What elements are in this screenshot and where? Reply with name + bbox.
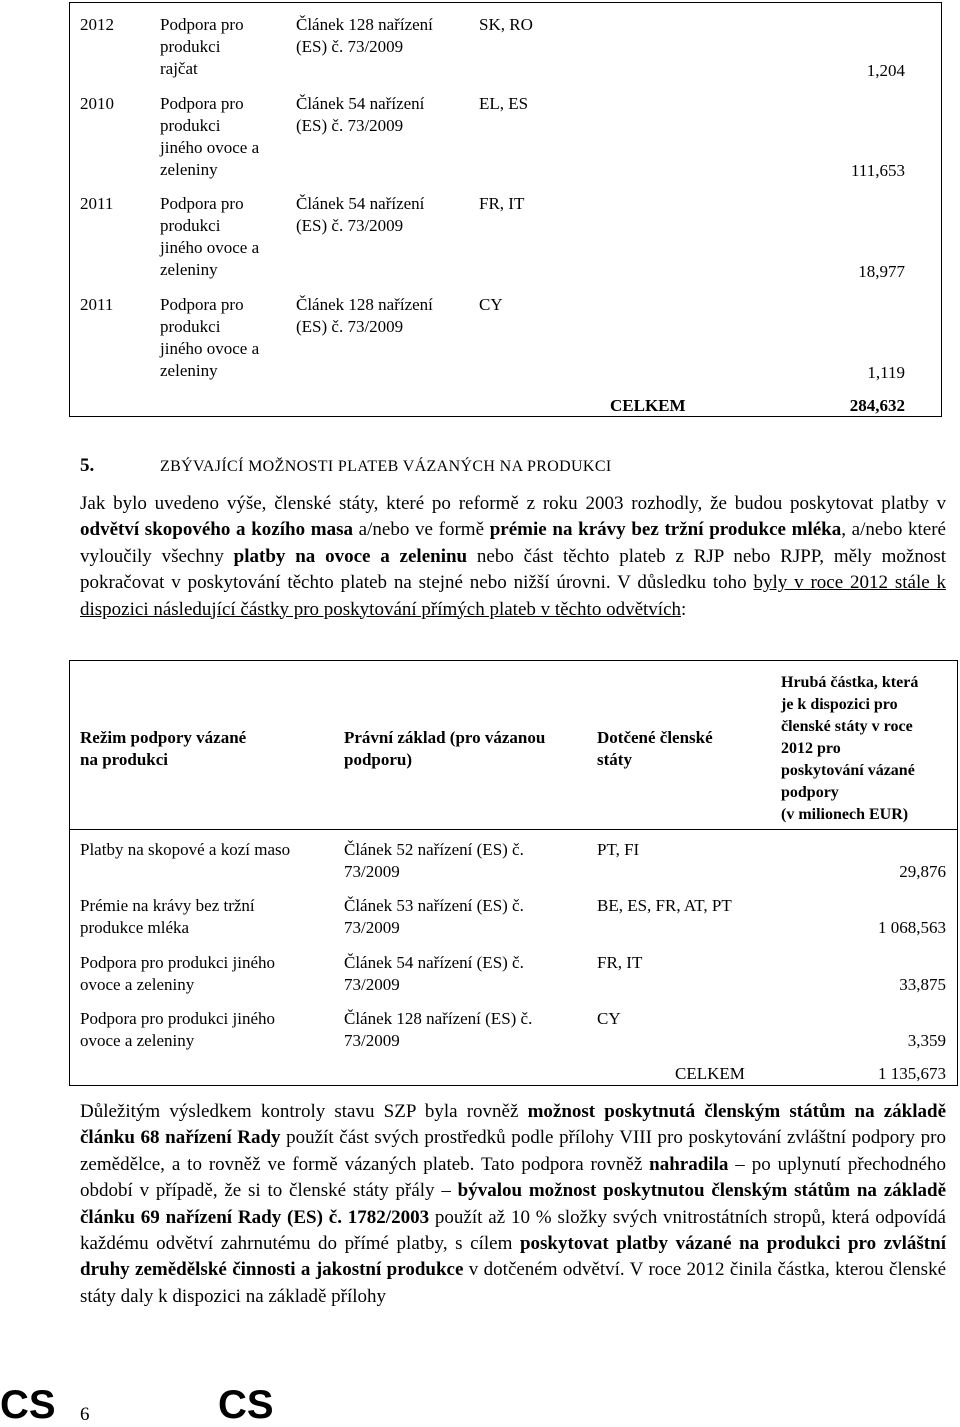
table2-legal-line: Článek 53 nařízení (ES) č. [344,896,524,915]
table2-legal-line: 73/2009 [344,975,400,994]
section-title: ZBÝVAJÍCÍ MOŽNOSTI PLATEB VÁZANÝCH NA PRODUKCI [160,458,612,475]
table1-states: FR, IT [479,194,525,213]
table1-scheme-line: Podpora pro [160,15,244,34]
table2-total-value: 1 135,673 [878,1064,946,1083]
table2-legal-line: Článek 54 nařízení (ES) č. [344,953,524,972]
para1-bold-3: platby na ovoce a zeleninu [233,545,468,567]
paragraph-1 [80,491,946,623]
para1-bold-2: prémie na krávy bez tržní produkce mléka [489,519,842,541]
table2-states: PT, FI [597,840,640,859]
table1-amount: 111,653 [851,161,905,180]
table1-amount: 1,119 [867,363,905,382]
table2-amount: 1 068,563 [878,918,946,937]
table2-legal-line: 73/2009 [344,1031,400,1050]
para1-text-1: Jak bylo uvedeno výše, členské státy, které po reformě z roku 2003 rozhodly, že budou poskytovat platby v [80,493,946,514]
table1-year: 2011 [80,194,114,213]
header-legal-line: podporu) [344,750,413,769]
table1-scheme-line: produkci [160,216,221,235]
para1-text-3: , a/nebo které vyloučily všechny [80,519,946,567]
table1-scheme-line: produkci [160,37,221,56]
table1-scheme-line: Podpora pro [160,194,244,213]
header-states-line: státy [597,750,632,769]
para1-text-4: nebo část těchto plateb z RJP nebo RJPP, měly možnost pokračovat v poskytování těchto plateb na stejné nebo nižší úrovni. V důsledku toho [80,545,947,594]
para1-bold-1: odvětví skopového a kozího masa [80,519,353,541]
header-amount-line: 2012 pro [781,740,841,757]
table1-amount: 1,204 [866,61,905,80]
table1-legal-line: Článek 128 nařízení [296,15,433,34]
para1-text-5: : [681,598,687,620]
table1-scheme-line: Podpora pro [160,295,244,314]
table1-amount: 18,977 [858,262,905,281]
table1-scheme-line: Podpora pro [160,94,244,113]
table1-scheme-line: jiného ovoce a [160,138,260,157]
para2-text-3: – po uplynutí přechodného období v případě, že si to členské státy přály – [80,1153,946,1202]
table1-scheme-line: zeleniny [160,260,218,279]
table2-header-legal [344,727,545,771]
header-amount-line: členské státy v roce [781,718,913,735]
table2-header-divider [69,829,958,830]
header-amount-line: Hrubá částka, která [781,674,919,691]
table2-scheme-line: Prémie na krávy bez tržní [80,896,255,915]
footer-language-code-left: CS [0,1383,56,1427]
table1-legal-line: (ES) č. 73/2009 [296,37,404,56]
table1-year: 2010 [80,94,114,113]
table1-scheme-line: zeleniny [160,361,218,380]
table1-scheme-line: produkci [160,317,221,336]
table1-year: 2011 [80,295,114,314]
table2-scheme-line: Platby na skopové a kozí maso [80,840,291,859]
table1-year: 2012 [80,15,114,34]
table2-legal-line: 73/2009 [344,918,400,937]
para1-text-2: a/nebo ve formě [352,519,490,541]
para2-bold-4: poskytovat platby vázané na produkci pro zvláštní druhy zemědělské činnosti a jakostní produkce [80,1233,946,1281]
table2-header-amount [781,672,918,826]
table2-scheme-line: ovoce a zeleniny [80,975,195,994]
table2-legal-line: 73/2009 [344,862,400,881]
table1-bottom-line [69,416,942,417]
para2-bold-2: nahradila [649,1153,729,1175]
table1-total-value: 284,632 [849,396,905,415]
table2-scheme-line: Podpora pro produkci jiného [80,953,275,972]
table1-legal-line: Článek 54 nařízení [296,94,425,113]
table2-scheme-line: ovoce a zeleniny [80,1031,195,1050]
header-scheme-line: na produkci [80,750,169,769]
table1-scheme-line: rajčat [160,59,198,78]
table1-total-label: CELKEM [610,396,686,415]
para2-bold-1: možnost poskytnutá členským státům na základě článku 68 nařízení Rady [80,1101,947,1149]
table2-scheme-line: produkce mléka [80,918,190,937]
table2-states: BE, ES, FR, AT, PT [597,896,732,915]
table2-legal-line: Článek 52 nařízení (ES) č. [344,840,524,859]
table1-legal-line: Článek 54 nařízení [296,194,425,213]
para2-text-1: Důležitým výsledkem kontroly stavu SZP byla rovněž [80,1101,528,1122]
paragraph-2 [80,1099,946,1310]
footer-page-number: 6 [80,1404,90,1425]
table1-legal-line: Článek 128 nařízení [296,295,433,314]
table1-legal-line: (ES) č. 73/2009 [296,116,404,135]
table2-amount: 29,876 [899,862,946,881]
table2-total-label: CELKEM [675,1064,745,1083]
table1-legal-line: (ES) č. 73/2009 [296,317,404,336]
section-number: 5. [80,455,95,476]
header-states-line: Dotčené členské [597,728,713,747]
table2-legal-line: Článek 128 nařízení (ES) č. [344,1009,533,1028]
table2-states: CY [597,1009,621,1028]
table1-states: CY [479,295,503,314]
table2-states: FR, IT [597,953,643,972]
table2-scheme-line: Podpora pro produkci jiného [80,1009,275,1028]
header-amount-line: poskytování vázané [781,762,915,779]
table2-header-states [597,727,713,771]
para2-bold-3: bývalou možnost poskytnutou členským státům na základě článku 69 nařízení Rady (ES) č. 1782/2003 [80,1180,946,1228]
table2-amount: 33,875 [899,975,946,994]
header-amount-line: (v milionech EUR) [781,806,909,823]
para2-text-4: použít až 10 % složky svých vnitrostátních stropů, která odpovídá každému odvětví zahrnutému do přímé platby, s cílem [80,1206,946,1255]
para2-text-5: v dotčeném odvětví. V roce 2012 činila částka, kterou členské státy daly k dispozici na základě přílohy [80,1259,946,1307]
table2-amount: 3,359 [907,1031,946,1050]
para1-underlined: byly v roce 2012 stále k dispozici následující částky pro poskytování přímých plateb v těchto odvětvích [80,572,947,620]
table2-header-scheme [80,727,246,771]
table1-scheme-line: jiného ovoce a [160,339,260,358]
header-amount-line: podpory [781,784,839,801]
header-legal-line: Právní základ (pro vázanou [344,728,546,747]
table1-scheme-line: jiného ovoce a [160,238,260,257]
para2-text-2: použít část svých prostředků podle přílohy VIII pro poskytování zvláštní podpory pro zemědělce, a to rovněž ve formě vázaných plateb. Tato podpora rovněž [80,1127,946,1175]
header-amount-line: je k dispozici pro [781,696,898,713]
table1-scheme-line: zeleniny [160,160,218,179]
footer-language-code-center: CS [218,1383,274,1427]
header-scheme-line: Režim podpory vázané [80,728,247,747]
table1-scheme-line: produkci [160,116,221,135]
table1-states: SK, RO [479,15,533,34]
table1-legal-line: (ES) č. 73/2009 [296,216,404,235]
table1-states: EL, ES [479,94,529,113]
